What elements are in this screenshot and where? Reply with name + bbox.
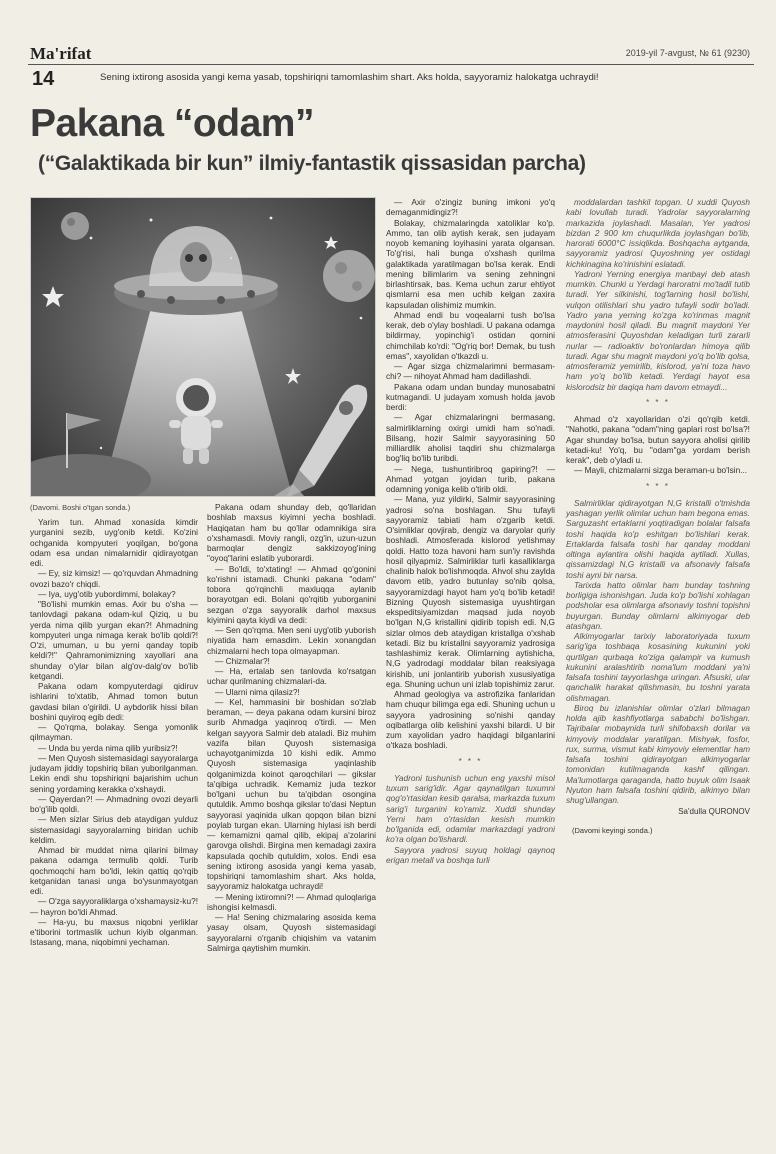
paragraph-italic: Tarixda hatto olimlar ham bunday toshning borligiga ishonishgan. Juda ko'p bo'lishi xohlagan podsholar esa olimlarga afsonaviy toshni topishni buyurgan. Bunday olimlarni alkimyogar deb atashgan. (566, 579, 750, 631)
paragraph: — Ha-yu, bu maxsus niqobni yerliklar e'tiborini tortmaslik uchun kiyib olganman. Istasang, mana, niqobimni yechaman. (30, 916, 198, 948)
paragraph: — Men Quyosh sistemasidagi sayyoralarga judayam jiddiy topshiriq bilan yuborilganman. Lekin endi shu topshiriqni bajarishim uchun sening yordaming kerakka o'xshaydi. (30, 752, 199, 794)
text-column-1 (30, 517, 198, 948)
page-number: 14 (32, 68, 55, 90)
text-column-2 (207, 502, 376, 953)
paragraph: — Chizmalar?! (215, 655, 270, 666)
paragraph: — Qo'rqma, bolakay. Senga yomonlik qilmayman. (30, 722, 198, 743)
paragraph: Ahmad o'z xayollaridan o'zi qo'rqib ketdi. "Nahotki, pakana "odam"ning gaplari rost bo'lsa?! Agar shunday bo'lsa, butun sayyora aholisi qirilib ketadi-ku! Yo'q, bu "odam"ga yordam berish kerak", deb o'yladi u. (566, 414, 750, 465)
paragraph: — Mening ixtiromni?! — Ahmad quloqlariga ishongisi kelmasdi. (207, 891, 376, 912)
paragraph-italic: Yadroni Yerning energiya manbayi deb atash mumkin. Chunki u Yerdagi haroratni mo'tadil tutib turadi. Yer silkinishi, tog'larning hosil bo'lishi, vulqon otilishlari shu yadro tufayli sodir bo'ladi. Yadro yana yerning ko'zga ko'rinmas magnit maydonini hosil qiladi. Bu magnit maydoni Yer atmosferasini Quyoshdan keladigan turli zararli nurlar — radioaktiv bo'ronlardan himoya qilib turadi. Agar shu magnit maydoni yo'q bo'lib qolsa, atmosferamiz yemirilib, kislorod, ya'ni toza havo ham yo'q bo'lib ketadi. Yerdagi hayot esa kislorodsiz bir daqiqa ham davom etmaydi... (566, 268, 750, 392)
paragraph: — Unda bu yerda nima qilib yuribsiz?! (38, 742, 178, 753)
paragraph: — Agar sizga chizmalarimni bermasam-chi? — nihoyat Ahmad ham dadillashdi. (386, 361, 555, 382)
paragraph: — Mayli, chizmalarni sizga beraman-u bo'lsin... (574, 465, 748, 476)
paragraph: Ahmad endi bu voqealarni tush bo'lsa kerak, deb o'ylay boshladi. U pakana odamga bildirmay, yopinchig'i ostidan qornini chimchilab ko'rdi: "Og'riq bor! Demak, bu tush emas", xayolidan o'tkazdi u. (386, 309, 555, 361)
header-rule (28, 64, 754, 65)
paragraph: — Ha, ertalab sen tanlovda ko'rsatgan uchar qurilmaning chizmalari-da. (207, 666, 376, 687)
author-signature: Sa'dulla QURONOV (678, 807, 750, 817)
paragraph: — Nega, tushuntiribroq gapiring?! — Ahmad yotgan joyidan turib, pakana odamning yoniga kelib o'tirib oldi. (386, 463, 555, 494)
paragraph: — Ey, siz kimsiz! — qo'rquvdan Ahmadning ovozi bazo'r chiqdi. (30, 568, 198, 589)
paragraph: Ahmad bir muddat nima qilarini bilmay pakana odamga termulib qoldi. Turib qochmoqchi ham bo'ldi, lekin qattiq qo'rqib ketganidan tanasi unga bo'ysunmayotgan edi. (30, 845, 198, 896)
space-scene-illustration (31, 198, 376, 497)
paragraph: — Ha! Sening chizmalaring asosida kema yasay olsam, Quyosh sistemasidagi sayyoralarni o'rganib chiqishim va vatanim Salmirga qaytishim mumkin. (207, 912, 376, 953)
paragraph: "Bo'lishi mumkin emas. Axir bu o'sha — tanlovdagi pakana odam-kul Qiziq, u bu yerda nima qilib yurgan ekan?! Ahmadning kompyuteri unga nimaga kerak bo'lib qoldi?! O'zi, umuman, u bu yerni qanday topib keldi?!" Qahramonimizning xayollari ana shunday o'ylar bilan alg'ov-dalg'ov bo'lib ketgandi. (30, 599, 198, 681)
paragraph: Pakana odam shunday deb, qo'llaridan boshlab maxsus kiyimni yecha boshladi. Haqiqatan ham bu qo'llar odamnikiga sira o'xshamasdi. Moviy rangli, ozg'in, uzun-uzun barmoqlar dengiz sakkizoyog'ining "oyoq"larini eslatib yuborardi. (207, 502, 376, 564)
paragraph: Pakana odam kompyuterdagi qidiruv ishlarini to'xtatib, Ahmad tomon butun gavdasi bilan o'girildi. U aybdorlik hissi bilan boshini quyiroq egib dedi: (30, 681, 198, 722)
paragraph: Bolakay, chizmalaringda xatoliklar ko'p. Ammo, tan olib aytish kerak, sen judayam noyob kemaning loyihasini yarata olgansan. To'g'risi, hali bunga o'xshash qurilma galaktikada yaratilmagan bo'lsa kerak. Endi mening bilimlarim va sening zehningni birlashtirsak, bas. Kema uchun zarur ehtiyot qismlarni esa men uchib kelgan zaxira kapsuladan olishimiz mumkin. (386, 217, 555, 310)
paragraph: — Kel, hammasini bir boshidan so'zlab beraman, — deya pakana odam kursini biroz surib Ahmadga yaqinroq o'tirdi. — Men kelgan sayyora Salmir deb ataladi. Biz muhim vazifa bilan Quyosh sistemasiga uchayotganimizda 10 kishi edik. Ammo Quyosh sistemasiga yaqinlashib qolganimizda koinot qaroqchilari — gikslar ta'qibiga uchradik. Kemamiz juda tezkor bo'lgani uchun bu ta'qibdan osongina qutuldik. Ammo boshqa gikslar to'dasi Neptun sayyorasi yaqinida ulkan qopqon bilan bizni poylab turgan ekan. Ularning hiylasi ish berdi — kemamizni qamal qilib, ekipaj a'zolarini garovga olishdi. Birgina men kemadagi zaxira kapsulada qochib qutuldim, xolos. Endi esa sening ixtirong asosida yangi kema yasab, topshiriqni tamomlashim shart. Aks holda, sayyoramiz halokatga uchraydi! (207, 696, 376, 892)
section-divider-stars: * * * (458, 756, 483, 766)
header-slogan: Sening ixtirong asosida yangi kema yasab, topshiriqni tamomlashim shart. Aks holda, sayyoramiz halokatga uchraydi! (100, 72, 599, 83)
planet-right-icon (323, 250, 375, 302)
paragraph-italic: Yadroni tushunish uchun eng yaxshi misol tuxum sarig'idir. Agar qaynatilgan tuxumni qog'o'rtasidan kesib qaralsa, markazda tuxum sarig'i turganini ko'ramiz. Xuddi shunday Yerni ham o'rtasidan kesish mumkin bo'lganida edi, odamlar markazdagi yadroni ko'ra olgan bo'lishardi. (386, 772, 555, 845)
paragraph-italic: moddalardan tashkil topgan. U xuddi Quyosh kabi lovullab turadi. Yadrolar sayyoralarning markazida joylashadi. Masalan, Yer yadrosi bizdan 2 900 km chuqurlikda joylashgan bo'lib, harorati 6000°C issiqlikda. Boshqacha aytganda, sayyoramiz yadrosi Quyoshning yer ostidagi kichkinagina ko'rinishini eslatadi. (566, 197, 750, 269)
paragraph-italic: Salmirliklar qidirayotgan N,G kristalli o'tmishda yashagan yerlik olimlar uchun ham begona emas. Sarguzasht ertaklarni yoqtiradigan bolalar falsafa toshi haqida ko'p eshitgan bo'lishlari kerak. Ertaklarda falsafa toshi har qanday moddani oltinga aylantira olishi haqida aytiladi. Xullas, qissamizdagi N,G kristalli va afsonaviy falsafa toshi ayni bir narsa. (566, 497, 750, 580)
illustration (30, 197, 376, 497)
paragraph: Pakana odam undan bunday munosabatni kutmagandi. U judayam xomush holda javob berdi: (386, 381, 555, 412)
paragraph: — Iya, uyg'otib yubordimmi, bolakay? (38, 588, 176, 599)
planet-small-icon (61, 212, 89, 240)
continued-note: (Davomi keyingi sonda.) (572, 825, 653, 835)
article-title: Pakana “odam” (30, 102, 314, 145)
paragraph: — Sen qo'rqma. Men seni uyg'otib yuborish niyatida ham emasdim. Lekin xonangdan chizmalarni hech topa olmayapman. (207, 625, 376, 656)
illustration-caption: (Davomi. Boshi o'tgan sonda.) (30, 503, 131, 512)
paragraph-italic: Alkimyogarlar tarixiy laboratoriyada tuxum sarig'iga toshbaqa kosasining kukunini yoki qurtilgan qurbaqa ko'ziga qalampir va kumush kukunini aralashtirib noma'lum moddani ya'ni falsafa toshini tayyorlashga uringan. Afsuski, ular qanchalik harakat qilishmasin, bu toshni yarata olishmagan. (566, 631, 750, 703)
section-divider-stars: * * * (646, 397, 670, 407)
paragraph: — Axir o'zingiz buning imkoni yo'q demaganmidingiz?! (386, 197, 555, 218)
paragraph: — O'zga sayyoraliklarga o'xshamaysiz-ku?! — hayron bo'ldi Ahmad. (30, 896, 198, 917)
paragraph: — Qayerdan?! — Ahmadning ovozi deyarli bo'g'ilib qoldi. (30, 793, 198, 814)
masthead: Ma'rifat (30, 44, 92, 63)
text-column-4 (566, 197, 750, 836)
paragraph: — Ularni nima qilasiz?! (215, 686, 300, 697)
section-divider-stars: * * * (646, 481, 670, 491)
issue-info: 2019-yil 7-avgust, № 61 (9230) (625, 48, 750, 58)
paragraph: — Mana, yuz yildirki, Salmir sayyorasining yadrosi so'na boshlagan. Shu tufayli sayyoramiz tabiati ham o'zgarib ketdi. O'simliklar qovjirab, dengiz va daryolar quriy boshladi. Atmosferada kislorod yetishmay qoldi. Hatto toza havoni ham sun'iy ravishda hosil qilyapmiz. Salmirliklar turli kasalliklarga chalinib halok bo'lishmoqda. Ahvol shu zaylda davom etib, yadro butunlay so'nib qolsa, sayyoramizdagi hayot ham yo'q bo'lib ketadi! Bizning Quyosh sistemasiga uyushtirgan ekspeditsiyamizdan maqsad juda noyob bo'lgan N,G kristallini qidirib topish edi. N,G sizlar olmos deb ataydigan kristallga o'xshab ketadi. Biz bu kristallni sayyoramiz yadrosiga tashlashimiz kerak. Olimlarning aytishicha, N,G yadrodagi moddalar bilan reaksiyaga kirishib, uni jonlantirib yuborish xususiyatiga ega. Shuning uchun uni izlab topishimiz zarur. (386, 494, 555, 689)
text-column-3 (386, 197, 555, 865)
paragraph: Ahmad geologiya va astrofizika fanlaridan ham chuqur bilimga ega edi. Shuning uchun u sayyora yadrosining so'nishi qanday oqibatlarga olib kelishini yaxshi bilardi. U bir zum xayolidan yadro haqidagi bilganlarini o'tkaza boshladi. (386, 689, 555, 751)
paragraph: — Agar chizmalaringni bermasang, salmirliklarning oxirgi umidi ham so'nadi. Bilsang, hozir Salmir sayyorasining 50 milliardlik aholisi taqdiri shu chizmalarga bog'liq bo'lib turibdi. (386, 412, 555, 464)
paragraph: — Men sizlar Sirius deb ataydigan yulduz sistemasidagi sayyoralarning biridan uchib keldim. (30, 814, 198, 845)
paragraph-italic: Biroq bu izlanishlar olimlar o'zlari bilmagan holda ajib kashfiyotlarga sababchi bo'lishgan. Tajribalar mobaynida turli shifobaxsh dorilar va kimyoviy moddalar yaratilgan. Mishyak, fosfor, rux, surma, vismut kabi kimyoviy elementlar ham falsafa toshini qidirayotgan alkimyogarlar tomonidan kutilmaganda kashf qilingan. Ma'lumotlarga qaraganda, hatto buyuk olim Isaak Nyuton ham falsafa toshini qidirib, alkimyo bilan shug'ullangan. (566, 702, 750, 805)
article-subtitle: (“Galaktikada bir kun” ilmiy-fantastik qissasidan parcha) (38, 152, 586, 175)
paragraph: Yarim tun. Ahmad xonasida kimdir yurganini sezib, uyg'onib ketdi. Ko'zini ochganida kompyuteri yoqilgan, bo'gona odam esa undan nimalarnidir qidirayotgan edi. (30, 517, 198, 568)
paragraph-italic: Sayyora yadrosi suyuq holdagi qaynoq erigan metall va boshqa turli (386, 844, 555, 865)
paragraph: — Bo'ldi, to'xtating! — Ahmad qo'gonini ko'rishni istamadi. Chunki pakana "odam" tobora qo'rqinchli maxluqqa aylanib borayotgan edi. Bolani qo'rqitib yuborganini sezgan o'zga sayyoralik darhol maxsus kiyimini qayta kiydi va dedi: (207, 563, 376, 625)
